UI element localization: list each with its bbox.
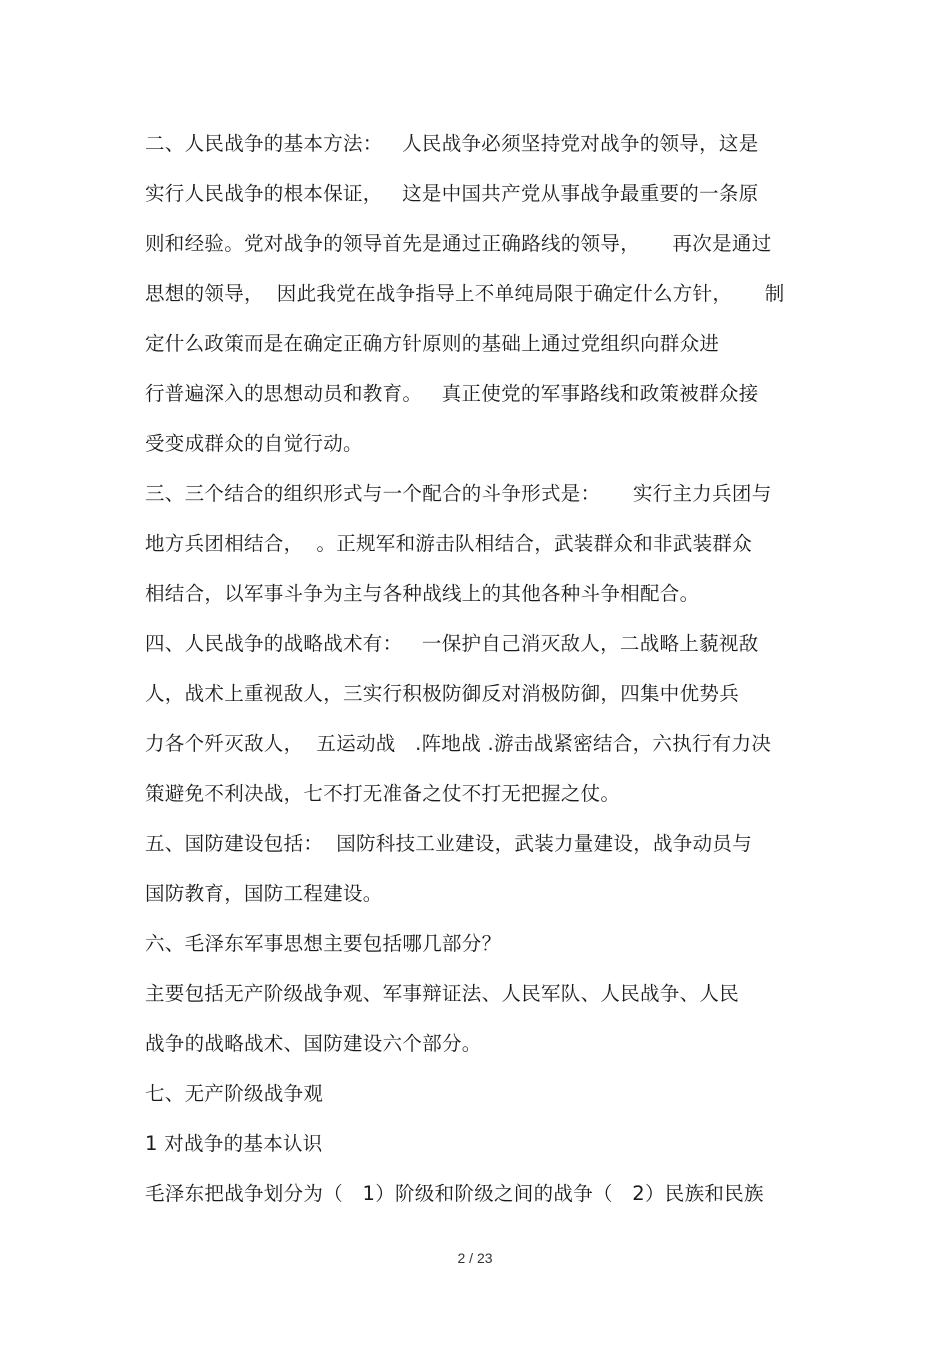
text-line-7: 受变成群众的自觉行动。: [145, 432, 363, 455]
text-line-3: 则和经验。党对战争的领导首先是通过正确路线的领导， 再次是通过: [145, 232, 772, 255]
text-line-4: 思想的领导， 因此我党在战争指导上不单纯局限于确定什么方针， 制: [145, 282, 785, 305]
text-line-5: 定什么政策而是在确定正确方针原则的基础上通过党组织向群众进: [145, 332, 720, 355]
text-line-9: 地方兵团相结合， 。正规军和游击队相结合，武装群众和非武装群众: [145, 532, 752, 555]
text-line-18: 主要包括无产阶级战争观、军事辩证法、人民军队、人民战争、人民: [145, 982, 740, 1005]
text-line-17: 六、毛泽东军事思想主要包括哪几部分？: [145, 932, 502, 955]
text-line-12: 人，战术上重视敌人，三实行积极防御反对消极防御，四集中优势兵: [145, 682, 740, 705]
text-line-10: 相结合，以军事斗争为主与各种战线上的其他各种斗争相配合。: [145, 582, 700, 605]
text-line-20: 七、无产阶级战争观: [145, 1082, 324, 1105]
text-line-16: 国防教育，国防工程建设。: [145, 882, 383, 905]
text-line-13: 力各个歼灭敌人， 五运动战 .阵地战 .游击战紧密结合，六执行有力决: [145, 732, 772, 755]
text-line-1: 二、人民战争的基本方法： 人民战争必须坚持党对战争的领导，这是: [145, 132, 759, 155]
text-line-2: 实行人民战争的根本保证， 这是中国共产党从事战争最重要的一条原: [145, 182, 759, 205]
text-line-15: 五、国防建设包括： 国防科技工业建设，武装力量建设，战争动员与: [145, 832, 752, 855]
page-number: 2 / 23: [457, 1250, 493, 1266]
text-line-14: 策避免不利决战，七不打无准备之仗不打无把握之仗。: [145, 782, 621, 805]
text-line-19: 战争的战略战术、国防建设六个部分。: [145, 1032, 482, 1055]
text-line-6: 行普遍深入的思想动员和教育。 真正使党的军事路线和政策被群众接: [145, 382, 759, 405]
text-line-21: 1 对战争的基本认识: [145, 1132, 323, 1155]
text-line-8: 三、三个结合的组织形式与一个配合的斗争形式是： 实行主力兵团与: [145, 482, 772, 505]
text-line-11: 四、人民战争的战略战术有： 一保护自己消灭敌人，二战略上藐视敌: [145, 632, 759, 655]
text-line-22: 毛泽东把战争划分为（ 1）阶级和阶级之间的战争（ 2）民族和民族: [145, 1182, 764, 1205]
